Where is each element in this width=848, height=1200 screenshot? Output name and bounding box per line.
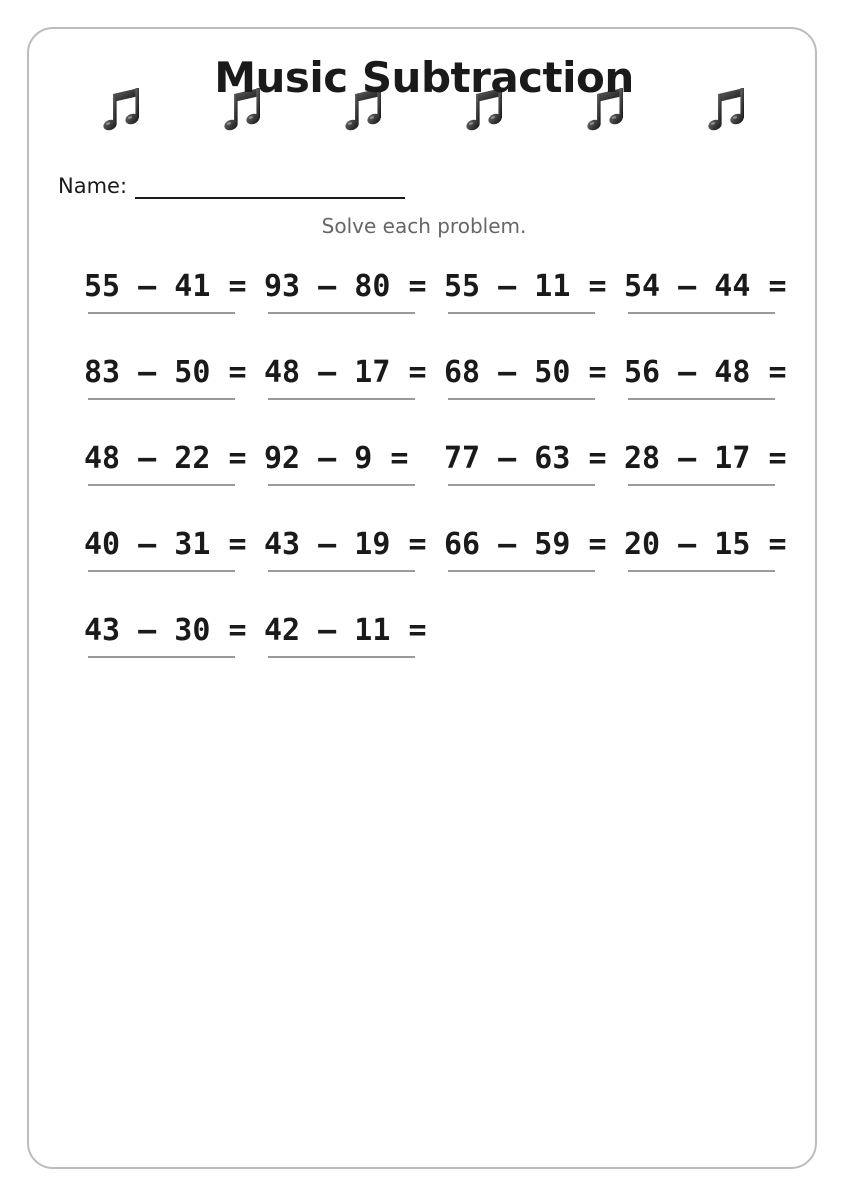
page-title: Music Subtraction <box>214 53 634 102</box>
problem-expression: 48 – 17 = <box>264 355 427 390</box>
problem-item <box>624 525 804 585</box>
problem-expression: 83 – 50 = <box>84 355 247 390</box>
problem-item <box>264 439 444 499</box>
problem-item <box>264 611 444 671</box>
problem-expression: 54 – 44 = <box>624 269 787 304</box>
answer-line[interactable] <box>628 484 775 486</box>
answer-line[interactable] <box>268 312 415 314</box>
problem-item <box>624 353 804 413</box>
problem-expression: 55 – 11 = <box>444 269 607 304</box>
name-label: Name: <box>58 174 128 198</box>
answer-line[interactable] <box>448 312 595 314</box>
problem-item <box>444 439 624 499</box>
problem-item <box>624 267 804 327</box>
problem-expression: 28 – 17 = <box>624 441 787 476</box>
answer-line[interactable] <box>628 312 775 314</box>
name-field[interactable] <box>135 197 405 199</box>
problem-expression: 77 – 63 = <box>444 441 607 476</box>
problem-item <box>444 267 624 327</box>
problem-item <box>84 353 264 413</box>
problem-expression: 68 – 50 = <box>444 355 607 390</box>
answer-line[interactable] <box>268 656 415 658</box>
problem-expression: 92 – 9 = <box>264 441 409 476</box>
answer-line[interactable] <box>88 312 235 314</box>
problem-expression: 48 – 22 = <box>84 441 247 476</box>
problem-item <box>84 611 264 671</box>
problem-expression: 20 – 15 = <box>624 527 787 562</box>
answer-line[interactable] <box>268 570 415 572</box>
problem-item <box>84 267 264 327</box>
answer-line[interactable] <box>88 484 235 486</box>
answer-line[interactable] <box>448 398 595 400</box>
answer-line[interactable] <box>628 570 775 572</box>
answer-line[interactable] <box>268 398 415 400</box>
instructions: Solve each problem. <box>321 214 527 238</box>
problem-item <box>84 439 264 499</box>
problem-expression: 43 – 30 = <box>84 613 247 648</box>
answer-line[interactable] <box>448 484 595 486</box>
problem-item <box>624 439 804 499</box>
answer-line[interactable] <box>88 570 235 572</box>
answer-line[interactable] <box>448 570 595 572</box>
answer-line[interactable] <box>268 484 415 486</box>
answer-line[interactable] <box>628 398 775 400</box>
problem-expression: 55 – 41 = <box>84 269 247 304</box>
problem-expression: 42 – 11 = <box>264 613 427 648</box>
problem-item <box>264 353 444 413</box>
problem-expression: 43 – 19 = <box>264 527 427 562</box>
answer-line[interactable] <box>88 656 235 658</box>
problem-item <box>264 525 444 585</box>
problem-item <box>264 267 444 327</box>
problem-expression: 93 – 80 = <box>264 269 427 304</box>
problem-item <box>84 525 264 585</box>
problem-expression: 66 – 59 = <box>444 527 607 562</box>
problem-item <box>444 353 624 413</box>
problem-item <box>444 525 624 585</box>
problem-expression: 56 – 48 = <box>624 355 787 390</box>
answer-line[interactable] <box>88 398 235 400</box>
problem-expression: 40 – 31 = <box>84 527 247 562</box>
